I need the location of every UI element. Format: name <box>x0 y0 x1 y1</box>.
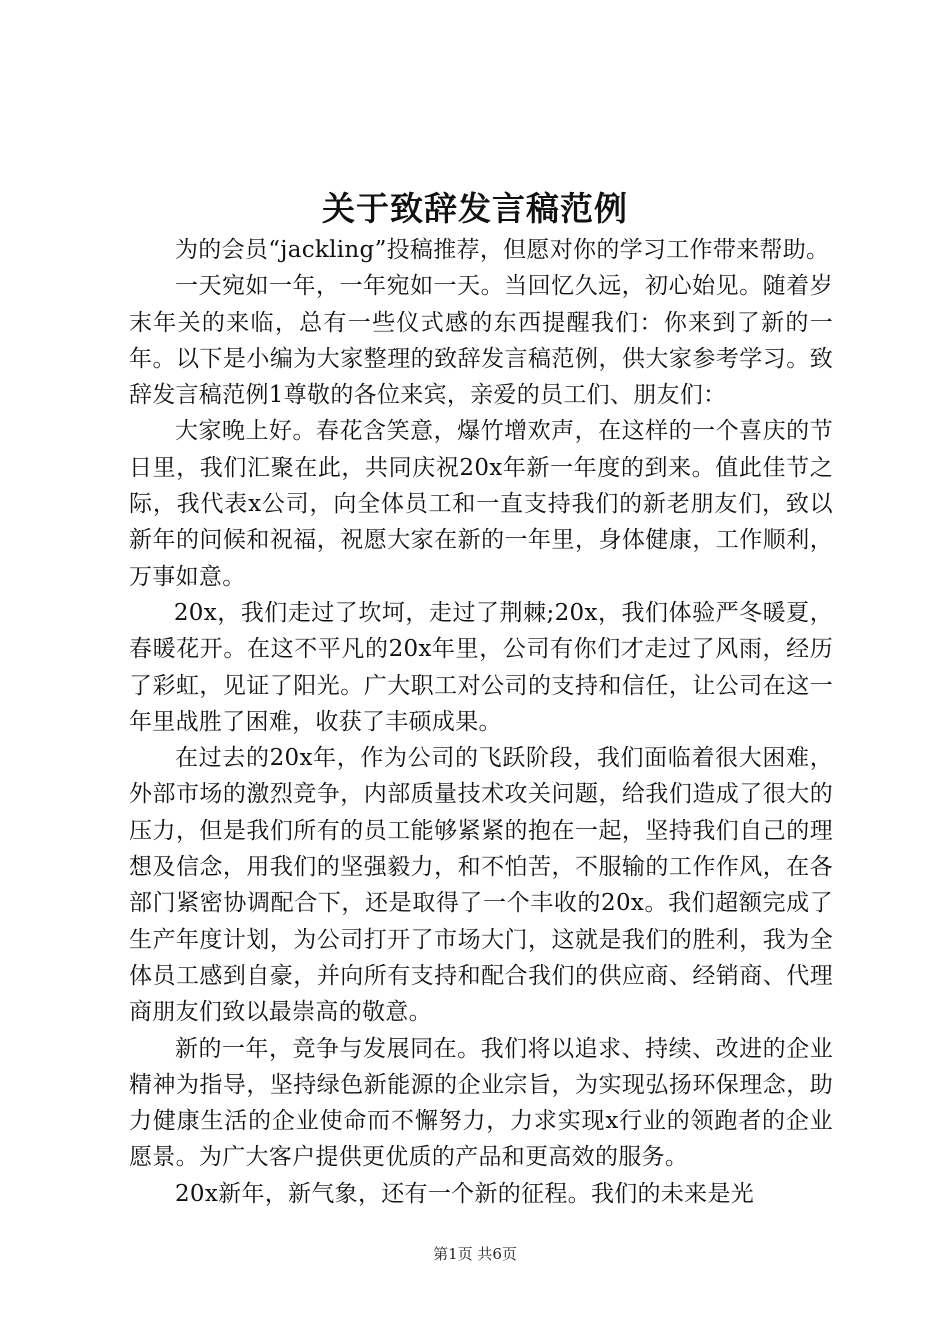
paragraph-opening: 一天宛如一年，一年宛如一天。当回忆久远，初心始见。随着岁末年关的来临，总有一些仪式感的东西提醒我们：你来到了新的一年。以下是小编为大家整理的致辞发言稿范例，供大家参考学习。致辞发言稿范例1尊敬的各位来宾，亲爱的员工们、朋友们： <box>129 273 833 409</box>
page-number-footer: 第1页 共6页 <box>433 1245 517 1263</box>
paragraph-new-year-goals: 新的一年，竞争与发展同在。我们将以追求、持续、改进的企业精神为指导，坚持绿色新能源的企业宗旨，为实现弘扬环保理念，助力健康生活的企业使命而不懈努力，力求实现x行业的领跑者的企业愿景。为广大客户提供更优质的产品和更高效的服务。 <box>129 1035 833 1171</box>
paragraph-intro: 为的会员“jackling”投稿推荐，但愿对你的学习工作带来帮助。 <box>175 237 830 263</box>
paragraph-greeting: 大家晚上好。春花含笑意，爆竹增欢声，在这样的一个喜庆的节日里，我们汇聚在此，共同庆祝20x年新一年度的到来。值此佳节之际，我代表x公司，向全体员工和一直支持我们的新老朋友们，致以新年的问候和祝福，祝愿大家在新的一年里，身体健康，工作顺利，万事如意。 <box>129 418 833 590</box>
paragraph-closing: 20x新年，新气象，还有一个新的征程。我们的未来是光 <box>175 1180 755 1207</box>
paragraph-challenges: 在过去的20x年，作为公司的飞跃阶段，我们面临着很大困难，外部市场的激烈竞争，内部质量技术攻关问题，给我们造成了很大的压力，但是我们所有的员工能够紧紧的抱在一起，坚持我们自己的理想及信念，用我们的坚强毅力，和不怕苦，不服输的工作作风，在各部门紧密协调配合下，还是取得了一个丰收的20x。我们超额完成了生产年度计划，为公司打开了市场大门，这就是我们的胜利，我为全体员工感到自豪，并向所有支持和配合我们的供应商、经销商、代理商朋友们致以最崇高的敬意。 <box>129 745 833 1026</box>
paragraph-year-review: 20x，我们走过了坎坷，走过了荆棘;20x，我们体验严冬暖夏，春暖花开。在这不平凡的20x年里，公司有你们才走过了风雨，经历了彩虹，见证了阳光。广大职工对公司的支持和信任，让公司在这一年里战胜了困难，收获了丰硕成果。 <box>129 599 833 735</box>
document-title: 关于致辞发言稿范例 <box>322 189 628 228</box>
document-body <box>129 232 833 1212</box>
